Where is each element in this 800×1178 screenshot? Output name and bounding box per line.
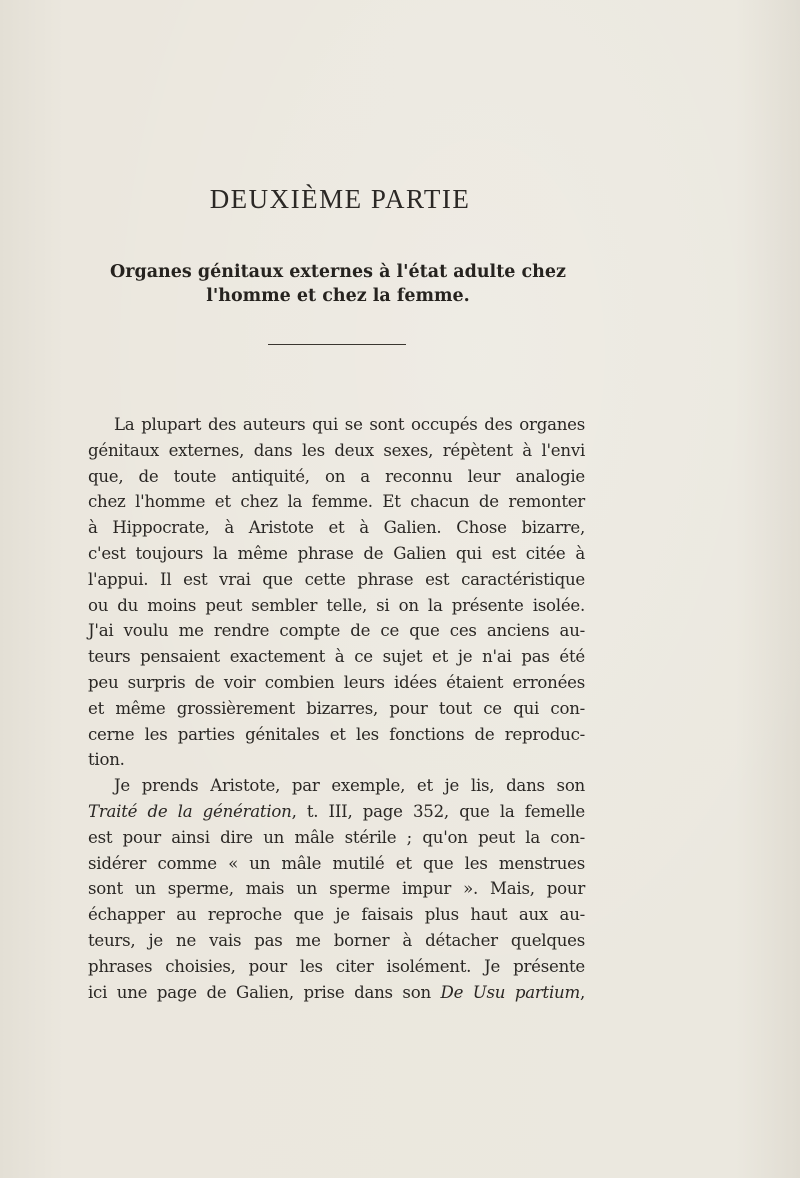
work-title: Traité de la génération [88,801,292,821]
paragraph [88,412,585,773]
text-line: sont un sperme, mais un sperme impur ». Mais, pour [88,879,585,899]
text-line: peu surpris de voir combien leurs idées étaient erronées [88,672,585,692]
text-line: génitaux externes, dans les deux sexes, répètent à l'envi [88,440,585,460]
text-line: tion. [88,750,125,770]
text-fragment: ici une page de Galien, prise dans son [88,982,441,1002]
text-line: est pour ainsi dire un mâle stérile ; qu'on peut la con- [88,827,585,847]
text-line: c'est toujours la même phrase de Galien qui est citée à [88,543,585,563]
text-line: cerne les parties génitales et les fonctions de reproduc- [88,724,585,744]
text-line: teurs, je ne vais pas me borner à détacher quelques [88,930,585,950]
text-line: l'appui. Il est vrai que cette phrase est caractéristique [88,569,585,589]
text-line: que, de toute antiquité, on a reconnu leur analogie [88,466,585,486]
text-line [88,980,585,1006]
text-line: chez l'homme et chez la femme. Et chacun de remonter [88,492,585,512]
separator-rule [268,344,406,345]
text-line: phrases choisies, pour les citer isolément. Je présente [88,956,585,976]
part-title: DEUXIÈME PARTIE [209,184,471,214]
text-line: J'ai voulu me rendre compte de ce que ces anciens au- [88,621,585,641]
chapter-subtitle [88,260,588,308]
body-text [88,412,585,1005]
subtitle-line: l'homme et chez la femme. [206,286,470,306]
text-line: teurs pensaient exactement à ce sujet et je n'ai pas été [88,647,585,667]
text-line [88,799,585,825]
text-line: La plupart des auteurs qui se sont occupés des organes [114,415,585,434]
paragraph [88,773,585,1005]
text-line: et même grossièrement bizarres, pour tout ce qui con- [88,698,585,718]
text-line: à Hippocrate, à Aristote et à Galien. Chose bizarre, [88,518,585,538]
text-line: ou du moins peut sembler telle, si on la présente isolée. [88,595,585,615]
text-line: Je prends Aristote, par exemple, et je lis, dans son [114,776,585,796]
text-fragment: , [579,982,585,1002]
work-title: De Usu partium [440,982,580,1002]
text-line: échapper au reproche que je faisais plus haut aux au- [88,905,585,925]
text-line: sidérer comme « un mâle mutilé et que les menstrues [88,853,585,873]
subtitle-line: Organes génitaux externes à l'état adulte chez [110,262,566,282]
text-fragment: , t. III, page 352, que la femelle [291,801,586,821]
